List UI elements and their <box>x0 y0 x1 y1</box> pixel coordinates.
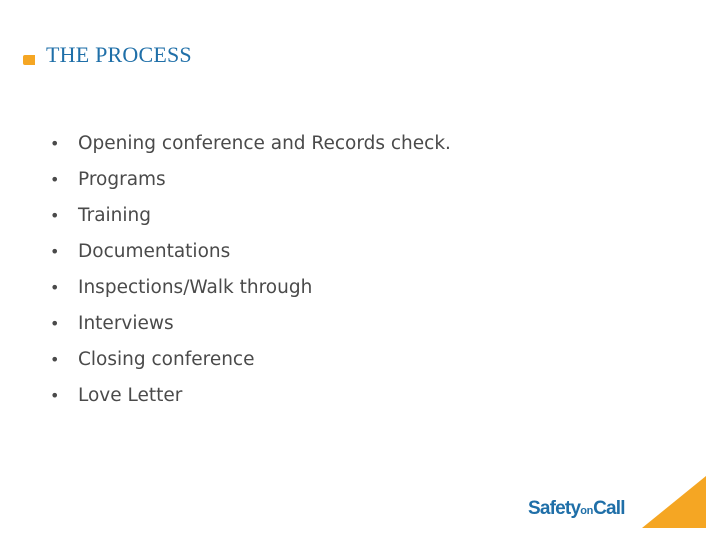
slide-title: THE PROCESS <box>46 42 192 67</box>
bullet-item: • Inspections/Walk through <box>50 277 313 298</box>
bullet-dot-icon: • <box>50 206 60 225</box>
bullet-dot-icon: • <box>50 386 60 405</box>
title-marker-icon <box>23 55 35 65</box>
bullet-item: • Training <box>50 205 151 226</box>
bullet-list <box>50 132 451 420</box>
bullet-item: • Love Letter <box>50 385 183 406</box>
bullet-item: • Closing conference <box>50 349 255 370</box>
bullet-dot-icon: • <box>50 242 60 261</box>
corner-triangle-icon <box>642 476 706 528</box>
bullet-item: • Interviews <box>50 313 174 334</box>
bullet-dot-icon: • <box>50 278 60 297</box>
safety-on-call-logo: SafetyonCall <box>528 498 625 519</box>
bullet-dot-icon: • <box>50 134 60 153</box>
bullet-item: • Programs <box>50 169 166 190</box>
bullet-dot-icon: • <box>50 314 60 333</box>
bullet-item: • Opening conference and Records check. <box>50 133 451 154</box>
bullet-item: • Documentations <box>50 241 231 262</box>
bullet-dot-icon: • <box>50 170 60 189</box>
bullet-dot-icon: • <box>50 350 60 369</box>
